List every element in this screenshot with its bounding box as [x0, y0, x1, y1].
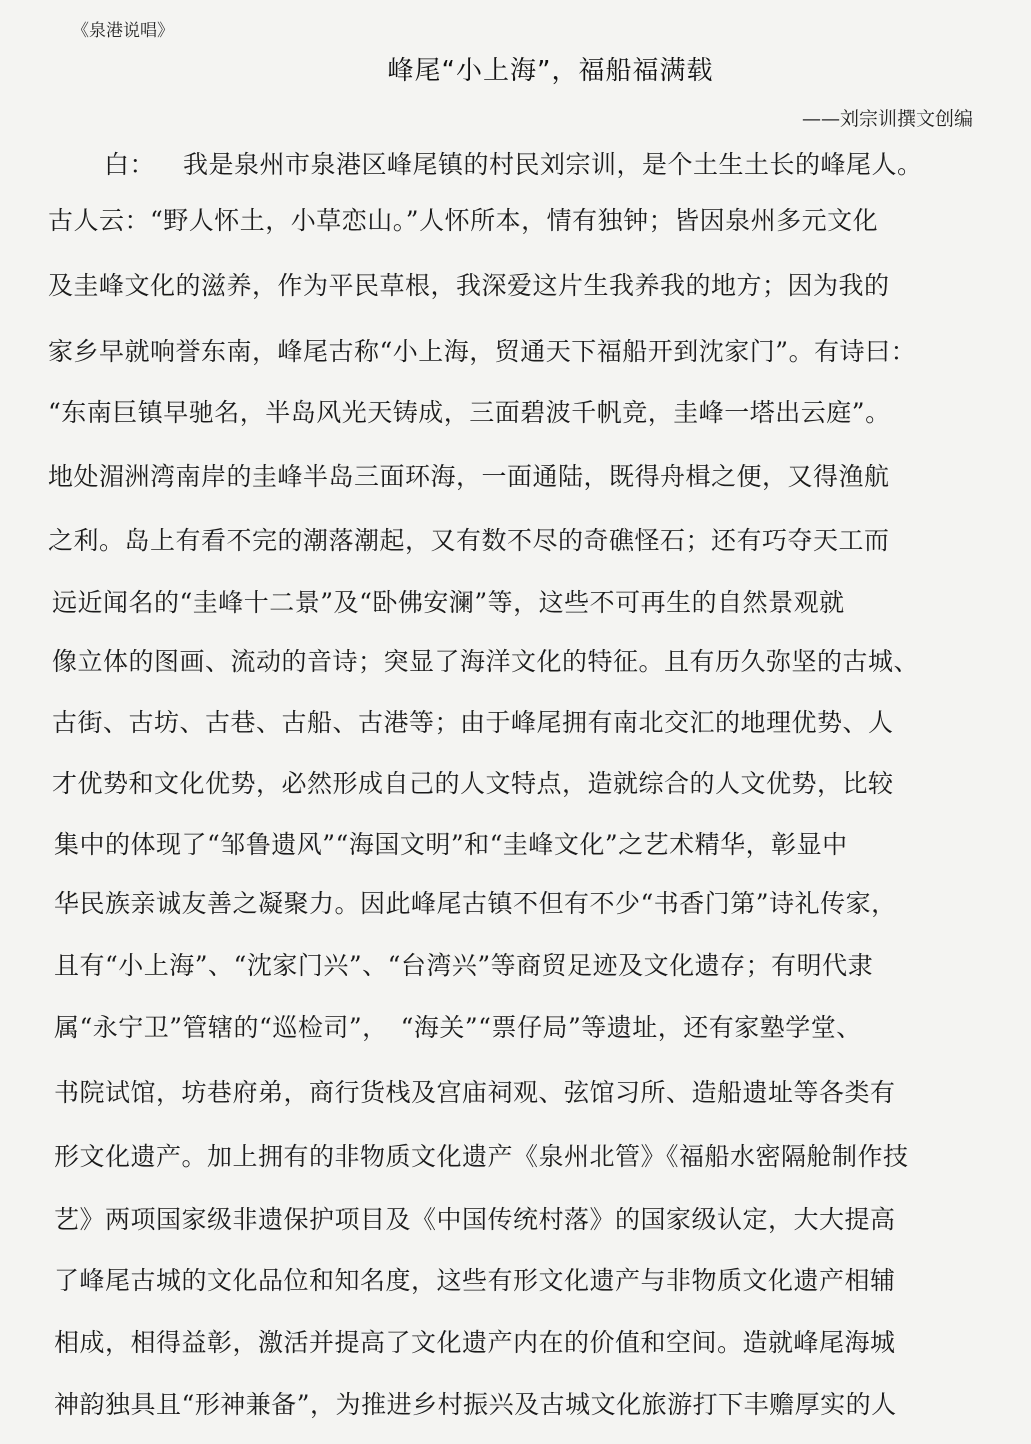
- text-line: 之利。岛上有看不完的潮落潮起，又有数不尽的奇礁怪石；还有巧夺天工而: [48, 526, 890, 555]
- series-name: 《泉港说唱》: [72, 21, 174, 41]
- text-line: [104, 145, 923, 185]
- text-line: 家乡早就响誉东南，峰尾古称“小上海，贸通天下福船开到沈家门”。有诗曰：: [48, 337, 917, 366]
- text-line: 形文化遗产。加上拥有的非物质文化遗产《泉州北管》《福船水密隔舱制作技: [54, 1142, 909, 1171]
- text-line: 地处湄洲湾南岸的圭峰半岛三面环海，一面通陆，既得舟楫之便，又得渔航: [48, 462, 890, 491]
- text-line: 且有“小上海”、“沈家门兴”、“台湾兴”等商贸足迹及文化遗存；有明代隶: [54, 951, 874, 980]
- text-line: 华民族亲诚友善之凝聚力。因此峰尾古镇不但有不少“书香门第”诗礼传家，: [54, 889, 897, 918]
- text-line: 及圭峰文化的滋养，作为平民草根，我深爱这片生我养我的地方；因为我的: [48, 271, 890, 300]
- page-title: 峰尾“小上海”，福船福满载: [387, 56, 714, 86]
- text-line: 神韵独具且“形神兼备”，为推进乡村振兴及古城文化旅游打下丰赡厚实的人: [54, 1390, 897, 1419]
- text-line: 像立体的图画、流动的音诗；突显了海洋文化的特征。且有历久弥坚的古城、: [52, 647, 920, 676]
- text-line: 远近闻名的“圭峰十二景”及“卧佛安澜”等，这些不可再生的自然景观就: [52, 588, 845, 617]
- speaker-label: 白：: [104, 150, 156, 179]
- text-line-content: 我是泉州市泉港区峰尾镇的村民刘宗训，是个土生土长的峰尾人。: [183, 150, 923, 179]
- text-line: 古人云：“野人怀土，小草恋山。”人怀所本，情有独钟；皆因泉州多元文化: [48, 206, 879, 235]
- text-line: 集中的体现了“邹鲁遗风”“海国文明”和“圭峰文化”之艺术精华，彰显中: [54, 830, 848, 859]
- text-line: 古街、古坊、古巷、古船、古港等；由于峰尾拥有南北交汇的地理优势、人: [52, 708, 894, 737]
- text-line: 相成，相得益彰，激活并提高了文化遗产内在的价值和空间。造就峰尾海城: [54, 1328, 896, 1357]
- text-line: 才优势和文化优势，必然形成自己的人文特点，造就综合的人文优势，比较: [52, 769, 894, 798]
- text-line: 书院试馆，坊巷府弟，商行货栈及宫庙祠观、弦馆习所、造船遗址等各类有: [54, 1078, 896, 1107]
- text-line: 属“永宁卫”管辖的“巡检司”， “海关”“票仔局”等遗址，还有家塾学堂、: [54, 1013, 862, 1042]
- text-line: “东南巨镇早驰名，半岛风光天铸成，三面碧波千帆竞，圭峰一塔出云庭”。: [48, 398, 891, 427]
- text-line: 了峰尾古城的文化品位和知名度，这些有形文化遗产与非物质文化遗产相辅: [54, 1266, 896, 1295]
- text-line: 艺》两项国家级非遗保护项目及《中国传统村落》的国家级认定，大大提高: [54, 1205, 896, 1234]
- author-credit: ——刘宗训撰文创编: [801, 108, 973, 130]
